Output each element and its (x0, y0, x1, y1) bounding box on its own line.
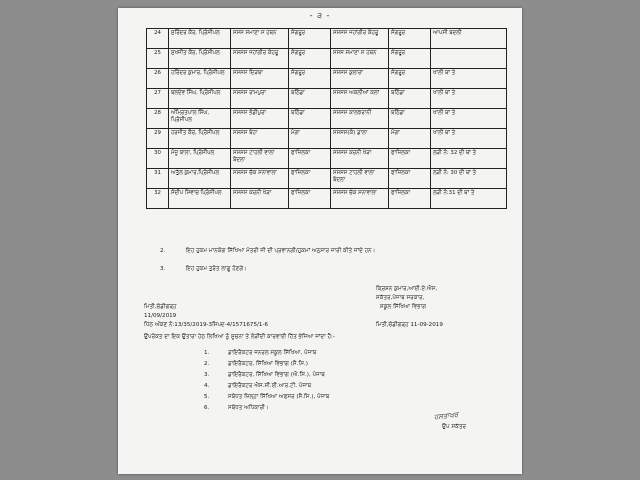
table-row (147, 189, 507, 209)
table-row (147, 49, 507, 69)
cell-name: ਮੰਜੂ ਬਾਲਾ, ਪ੍ਰਿੰਸੀਪਲ (169, 149, 231, 169)
cell-school: ਸਸਸਸ ਕਰਨੀ ਖੇੜਾ (231, 189, 289, 209)
cell-to-school: ਸਸਸਸ ਚੱਕ ਸਨਾਵਾਲਾ (331, 189, 389, 209)
cell-to-district: ਫਾਜ਼ਿਲਕਾ (389, 149, 431, 169)
cell-to-school: ਸਸਸਸ ਅਕਲੀਆਂ ਕਲਾਂ (331, 89, 389, 109)
cell-no: 32 (147, 189, 169, 209)
table-row (147, 89, 507, 109)
cell-district: ਮੋਗਾ (289, 129, 331, 149)
para-3-number: 3. (160, 266, 166, 272)
recipient-text: ਡਾਇਰੈਕਟਰ, ਸਿੱਖਿਆ ਵਿਭਾਗ (ਐ.ਸਿ.), ਪੰਜਾਬ (228, 372, 325, 378)
cell-remarks: ਆਪਸੀ ਬਦਲੀ (431, 29, 507, 49)
recipient-number: 2. (204, 361, 210, 367)
signoff-title: ਉਪ ਸਕੱਤਰ (442, 424, 467, 430)
signatory-department: ਸਕੂਲ ਸਿੱਖਿਆ ਵਿਭਾਗ (380, 304, 427, 310)
cell-no: 29 (147, 129, 169, 149)
cell-to-district: ਸੰਗਰੂਰ (389, 49, 431, 69)
table-row (147, 149, 507, 169)
cell-name: ਸੁਖਜੀਤ ਕੌਰ, ਪ੍ਰਿੰਸੀਪਲ (169, 49, 231, 69)
cell-name: ਬਲਦੇਵ ਸਿੰਘ, ਪ੍ਰਿੰਸੀਪਲ (169, 89, 231, 109)
cell-to-district: ਫਾਜ਼ਿਲਕਾ (389, 169, 431, 189)
cell-to-district: ਫਾਜ਼ਿਲਕਾ (389, 189, 431, 209)
cell-school: ਸਸਸਸ ਜਹਾਂਗੀਰ ਕੰਹਰੂ (231, 49, 289, 69)
cell-to-district: ਸੰਗਰੂਰ (389, 29, 431, 49)
cell-district: ਫਾਜ਼ਿਲਕਾ (289, 149, 331, 169)
handwritten-signature: ਹਸਤਾਖਰ (433, 410, 459, 422)
table-row (147, 129, 507, 149)
cell-school: ਸਸਸਸ ਬੋਹਾ (231, 129, 289, 149)
para-2-number: 2. (160, 248, 166, 254)
signatory-title: ਸਕੱਤਰ,ਪੰਜਾਬ ਸਰਕਾਰ, (376, 295, 425, 301)
cell-no: 25 (147, 49, 169, 69)
cell-district: ਸੰਗਰੂਰ (289, 29, 331, 49)
cell-district: ਫਾਜ਼ਿਲਕਾ (289, 189, 331, 209)
cell-remarks: ਖਾਲੀ ਥਾਂ ਤੇ (431, 89, 507, 109)
cell-district: ਬਠਿੰਡਾ (289, 109, 331, 129)
cell-district: ਸੰਗਰੂਰ (289, 69, 331, 89)
cell-to-school: ਸਸਸਸ ਕੁਲਾਰਾਂ (331, 69, 389, 89)
cell-name: ਅਤੁੱਲ ਕੁਮਾਰ,ਪ੍ਰਿੰਸੀਪਲ (169, 169, 231, 189)
cell-to-district: ਬਠਿੰਡਾ (389, 89, 431, 109)
cell-remarks: ਲੜੀ ਨੰ:31 ਦੀ ਥਾਂ ਤੇ (431, 189, 507, 209)
cell-to-district: ਮੋਗਾ (389, 129, 431, 149)
para-3-text: ਇਹ ਹੁਕਮ ਤੁਰੰਤ ਲਾਗੂ ਹੋਣਗੇ। (186, 266, 247, 272)
cell-to-school: ਸਸਸਸ ਕਰਨੀ ਖੇੜਾ (331, 149, 389, 169)
page-number: - ੩ - (309, 11, 331, 20)
cell-remarks: ਖਾਲੀ ਥਾਂ ਤੇ (431, 69, 507, 89)
cell-school: ਸਸਸਸ ਭੋਡੀਪੁਰਾ (231, 109, 289, 129)
recipient-text: ਡਾਇਰੈਕਟਰ, ਸਿੱਖਿਆ ਵਿਭਾਗ (ਸੈ.ਸਿ.) (228, 361, 308, 367)
cell-name: ਸੰਦੀਪ ਸਿਵਾਚ ਪ੍ਰਿੰਸੀਪਲ (169, 189, 231, 209)
cell-to-school: ਸਸਸਸ ਜਹਾਂਗੀਰ ਕੰਹਰੂ (331, 29, 389, 49)
table-row (147, 109, 507, 129)
cell-no: 24 (147, 29, 169, 49)
cell-no: 30 (147, 149, 169, 169)
recipient-number: 5. (204, 394, 210, 400)
cell-remarks: ਲੜੀ ਨੰ: 32 ਦੀ ਥਾਂ ਤੇ (431, 149, 507, 169)
cell-district: ਸੰਗਰੂਰ (289, 49, 331, 69)
cell-remarks: ਖਾਲੀ ਥਾਂ ਤੇ (431, 109, 507, 129)
table-row (147, 69, 507, 89)
cell-school: ਸਸਸਸ ਟਾਹਲੀ ਵਾਲਾ ਬੋਦਲਾ (231, 149, 289, 169)
para-2-text: ਇਹ ਹੁਕਮ ਮਾਨਯੋਗ ਸਿੱਖਿਆ ਮੰਤਰੀ ਜੀ ਦੀ ਪ੍ਰਵਾਨਗੀ/ਹੁਕਮਾਂ ਅਨੁਸਾਰ ਜਾਰੀ ਕੀਤੇ ਜਾਂਦੇ ਹਨ। (186, 248, 376, 254)
recipient-text: ਸਬੰਧਤ ਜ਼ਿਲ੍ਹਾ ਸਿੱਖਿਆ ਅਫਸਰ (ਸੈ.ਸਿ.), ਪੰਜਾਬ (228, 394, 330, 400)
cell-to-school: ਸਸਸ ਸਮਾਣਾ ਸ ਹਥਨ (331, 49, 389, 69)
table-row (147, 29, 507, 49)
copy-forward-line: ਉਪਰੋਕਤ ਦਾ ਇਕ ਉਤਾਰਾ ਹੇਠ ਲਿਖਿਆ ਨੂੰ ਸੂਚਨਾ ਤੇ ਲੋੜੀਂਦੀ ਕਾਰਵਾਈ ਹਿੱਤ ਭੇਜਿਆ ਜਾਂਦਾ ਹੈ:- (144, 334, 335, 340)
cell-school: ਸਸਸਸ ਦਿੜਬਾ (231, 69, 289, 89)
endorsement-number: ਪਿੱਠ ਅੰਕਣ ਨੰ:13/35/2019-3ਸਿ੫ਦ-4/1571675/1-6 (144, 322, 269, 328)
cell-district: ਬਠਿੰਡਾ (289, 89, 331, 109)
recipient-number: 4. (204, 383, 210, 389)
document-page (118, 8, 522, 474)
cell-to-district: ਸੰਗਰੂਰ (389, 69, 431, 89)
cell-name: ਹਰਿੰਦਰ ਕੁਮਾਰ, ਪ੍ਰਿੰਸੀਪਲ (169, 69, 231, 89)
cell-school: ਸਸਸਸ ਚੱਕ ਸਨਾਵਾਲਾ (231, 169, 289, 189)
date-left: 11/09/2019 (144, 313, 177, 319)
cell-remarks: ਖਾਲੀ ਥਾਂ ਤੇ (431, 129, 507, 149)
cell-to-school: ਸਸਸਸ(ਕੰ) ਡਾਲਾ (331, 129, 389, 149)
signatory-name: ਕ੍ਰਿਸ਼ਨ ਕੁਮਾਰ,ਆਈ.ਏ.ਐਸ, (376, 286, 438, 292)
recipient-number: 6. (204, 405, 210, 411)
cell-to-school: ਸਸਸਸ ਟਾਹਲੀ ਵਾਲਾ ਬੋਦਲਾ (331, 169, 389, 189)
cell-district: ਫਾਜ਼ਿਲਕਾ (289, 169, 331, 189)
cell-no: 26 (147, 69, 169, 89)
recipient-text: ਡਾਇਰੈਕਟਰ ਐਸ.ਸੀ.ਈ.ਆਰ.ਟੀ. ਪੰਜਾਬ (228, 383, 312, 389)
table-row (147, 169, 507, 189)
cell-name: ਅੰਮ੍ਰਿਤਪਾਲ ਸਿੰਘ, ਪ੍ਰਿੰਸੀਪਲ (169, 109, 231, 129)
cell-name: ਹਰਜੀਤ ਕੌਰ, ਪ੍ਰਿੰਸੀਪਲ (169, 129, 231, 149)
cell-no: 28 (147, 109, 169, 129)
place-date-right: ਮਿਤੀ,ਚੰਡੀਗੜ੍ਹ 11-09-2019 (376, 322, 443, 328)
cell-remarks (431, 49, 507, 69)
cell-school: ਸਸਸ ਸਮਾਣਾ ਸ ਹਥਨ (231, 29, 289, 49)
place-left: ਮਿਤੀ,ਚੰਡੀਗੜ੍ਹ (144, 304, 177, 310)
cell-no: 31 (147, 169, 169, 189)
recipient-text: ਡਾਇਰੈਕਟਰ ਜਨਰਲ ਸਕੂਲ ਸਿੱਖਿਆ, ਪੰਜਾਬ (228, 350, 317, 356)
cell-remarks: ਲੜੀ ਨੰ: 30 ਦੀ ਥਾਂ ਤੇ (431, 169, 507, 189)
transfer-table (146, 28, 507, 209)
recipient-text: ਸਬੰਧਤ ਅਧਿਕਾਰੀ। (228, 405, 269, 411)
cell-to-district: ਬਠਿੰਡਾ (389, 109, 431, 129)
cell-name: ਸੁਰਿੰਦਰ ਕੌਰ, ਪ੍ਰਿੰਸੀਪਲ (169, 29, 231, 49)
cell-no: 27 (147, 89, 169, 109)
cell-to-school: ਸਸਸਸ ਕਾਲਝਰਾਨੀ (331, 109, 389, 129)
cell-school: ਸਸਸਸ ਰਾਮਪੁਰਾ (231, 89, 289, 109)
recipient-number: 3. (204, 372, 210, 378)
recipient-number: 1. (204, 350, 210, 356)
